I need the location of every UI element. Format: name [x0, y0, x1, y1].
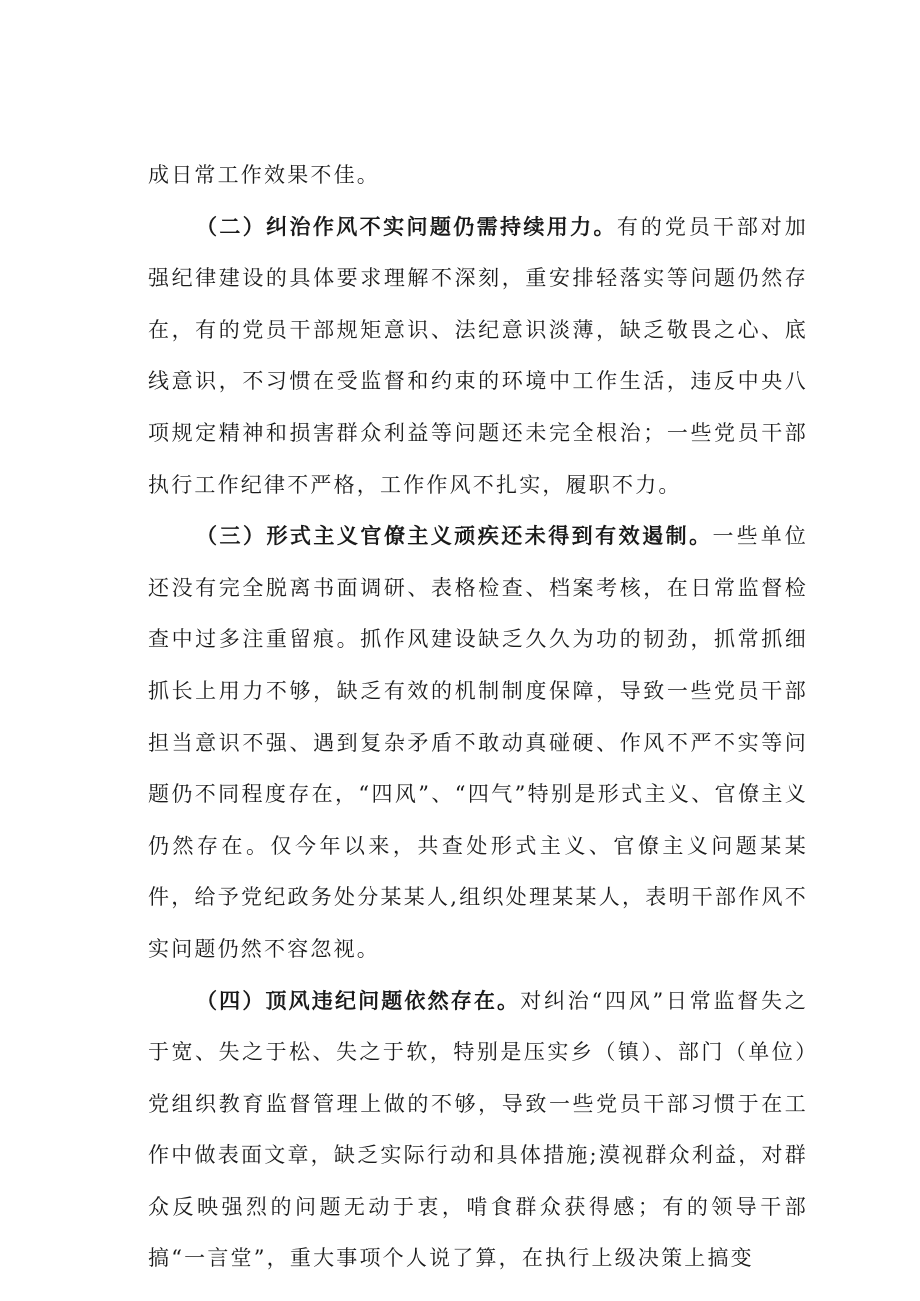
- section-heading: （四）顶风违纪问题依然存在。: [196, 988, 521, 1013]
- section-heading: （二）纠治作风不实问题仍需持续用力。: [196, 214, 617, 239]
- paragraph-text: 有的党员干部对加强纪律建设的具体要求理解不深刻，重安排轻落实等问题仍然存在，有的党员干部规矩意识、法纪意识淡薄，缺乏敬畏之心、底线意识，不习惯在受监督和约束的环境中工作生活，违反中央八项规定精神和损害群众利益等问题还未完全根治；一些党员干部执行工作纪律不严格，工作作风不扎实，履职不力。: [148, 214, 808, 497]
- paragraph-text: 对纠治“四风”日常监督失之于宽、失之于松、失之于软，特别是压实乡（镇）、部门（单位）党组织教育监督管理上做的不够，导致一些党员干部习惯于在工作中做表面文章，缺乏实际行动和具体措施;漠视群众利益，对群众反映强烈的问题无动于衷，啃食群众获得感；有的领导干部搞“一言堂”，重大事项个人说了算，在执行上级决策上搞变: [148, 988, 808, 1271]
- section-heading: （三）形式主义官僚主义顽疾还未得到有效遏制。: [196, 524, 713, 549]
- document-body: [148, 150, 808, 1285]
- paragraph-text: 成日常工作效果不佳。: [148, 163, 380, 187]
- paragraph-section-2: [148, 202, 808, 512]
- paragraph-section-3: [148, 511, 808, 975]
- paragraph-text: 一些单位还没有完全脱离书面调研、表格检查、档案考核，在日常监督检查中过多注重留痕。抓作风建设缺乏久久为功的韧劲，抓常抓细抓长上用力不够，缺乏有效的机制制度保障，导致一些党员干部担当意识不强、遇到复杂矛盾不敢动真碰硬、作风不严不实等问题仍不同程度存在，“四风”、“四气”特别是形式主义、官僚主义仍然存在。仅今年以来，共查处形式主义、官僚主义问题某某件，给予党纪政务处分某某人,组织处理某某人，表明干部作风不实问题仍然不容忽视。: [148, 524, 808, 961]
- paragraph-continuation: [148, 150, 808, 202]
- paragraph-section-4: [148, 976, 808, 1286]
